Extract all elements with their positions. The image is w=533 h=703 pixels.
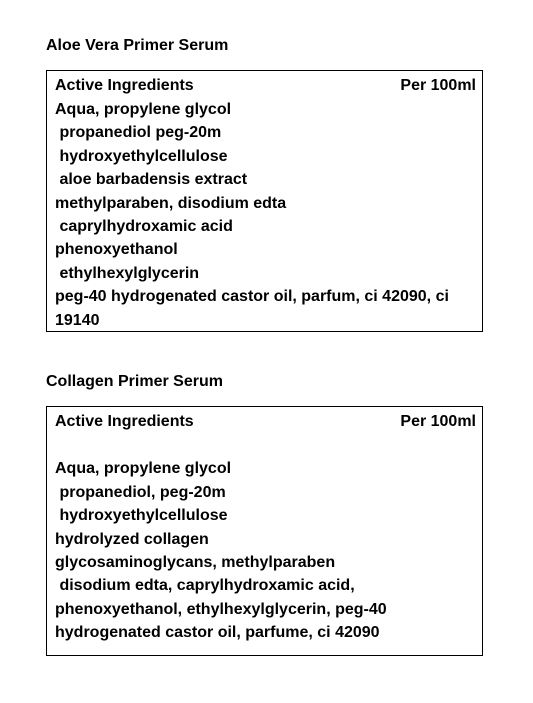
per-volume-label: Per 100ml: [400, 77, 476, 94]
blank-line: [55, 434, 476, 457]
ingredient-line: propanediol peg-20m: [55, 124, 222, 142]
ingredient-line: hydroxyethylcellulose: [55, 507, 228, 525]
ingredient-line: hydrolyzed collagen: [55, 530, 209, 548]
ingredient-line: Aqua, propylene glycol: [55, 101, 232, 118]
ingredient-line: peg-40 hydrogenated castor oil, parfum, ci 42090, ci: [55, 288, 449, 306]
product-title-collagen: Collagen Primer Serum: [46, 373, 223, 390]
ingredients-box-collagen: [46, 406, 483, 656]
ingredient-line: hydroxyethylcellulose: [55, 147, 228, 165]
ingredient-line: caprylhydroxamic acid: [55, 218, 233, 236]
active-ingredients-label: Active Ingredients: [55, 413, 194, 430]
ingredients-header: [55, 74, 476, 98]
ingredient-line: aloe barbadensis extract: [55, 171, 248, 189]
ingredients-header: [55, 410, 476, 434]
ingredient-line: ethylhexylglycerin: [55, 264, 200, 282]
per-volume-label: Per 100ml: [400, 413, 476, 430]
ingredient-line: hydrogenated castor oil, parfume, ci 42090: [55, 624, 380, 642]
ingredient-line: disodium edta, caprylhydroxamic acid,: [55, 577, 355, 595]
ingredient-line: Aqua, propylene glycol: [55, 460, 232, 478]
ingredient-line: propanediol, peg-20m: [55, 483, 226, 501]
ingredient-line: glycosaminoglycans, methylparaben: [55, 554, 336, 572]
ingredient-line: 19140: [55, 311, 100, 329]
ingredient-line: phenoxyethanol: [55, 241, 178, 259]
ingredient-line: methylparaben, disodium edta: [55, 194, 287, 212]
ingredients-box-aloe-vera: [46, 70, 483, 332]
product-title-aloe-vera: Aloe Vera Primer Serum: [46, 37, 229, 54]
ingredient-line: phenoxyethanol, ethylhexylglycerin, peg-40: [55, 600, 387, 618]
active-ingredients-label: Active Ingredients: [55, 77, 194, 94]
